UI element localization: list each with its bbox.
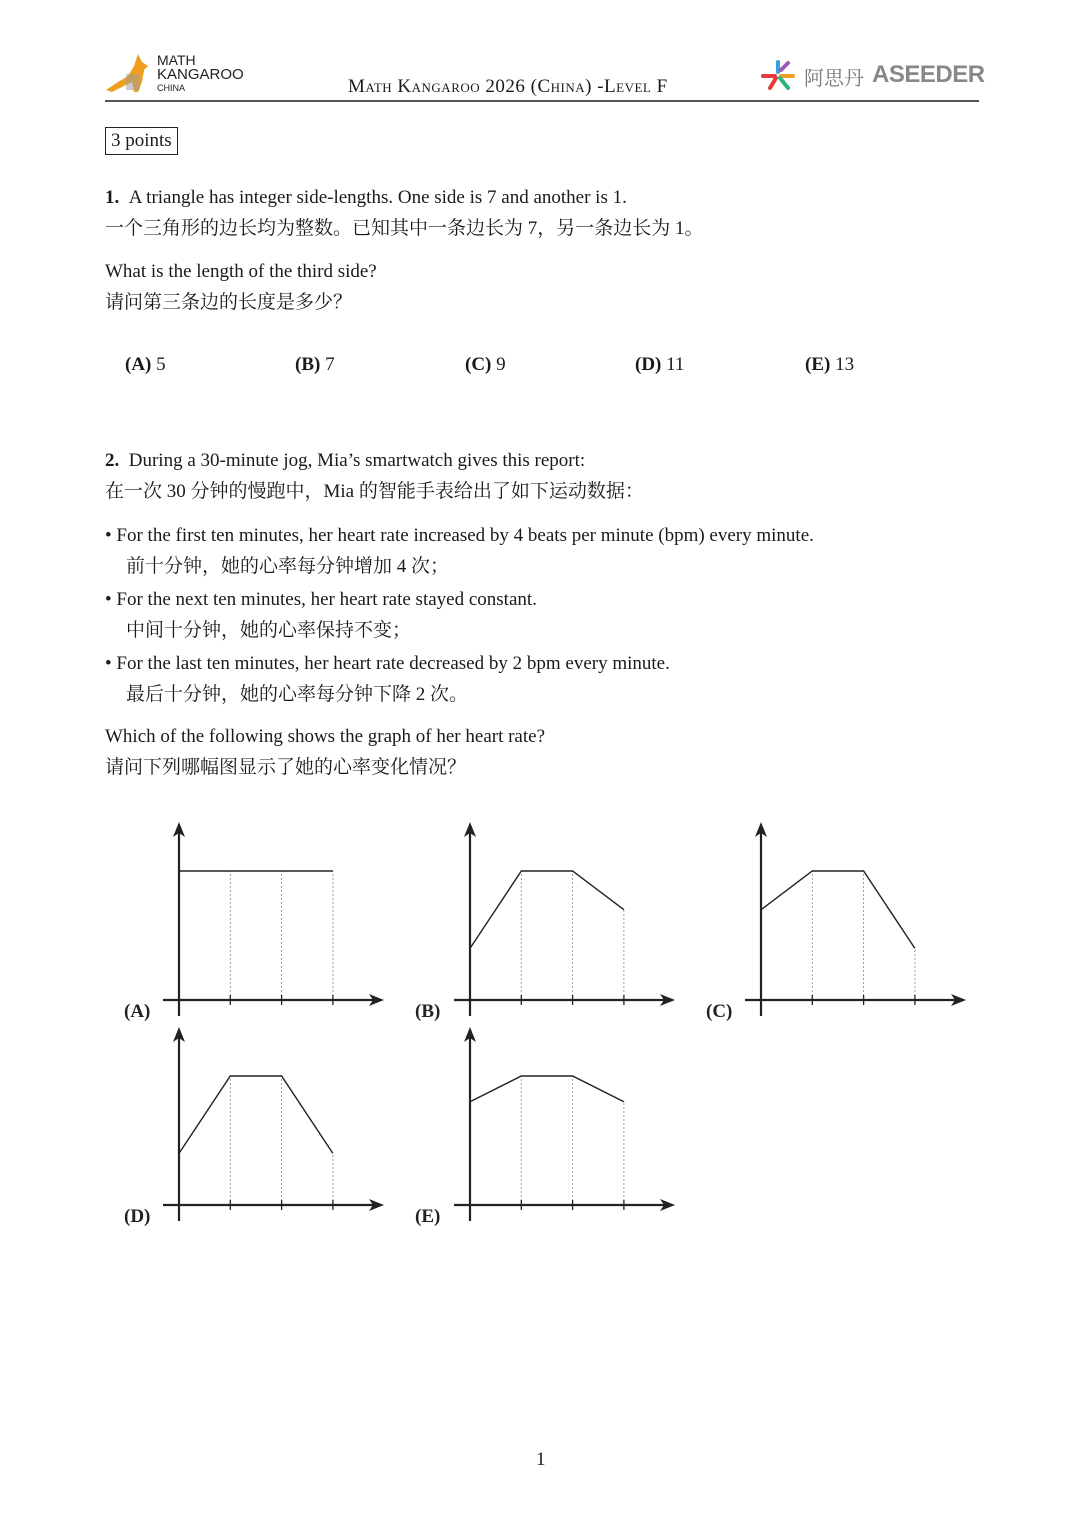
q1-option-e[interactable] xyxy=(805,354,854,376)
option-label: (E) xyxy=(805,354,831,375)
option-value: 9 xyxy=(496,354,506,375)
bullet-text: For the first ten minutes, her heart rate increased by 4 beats per minute (bpm) every minute. xyxy=(116,525,814,546)
page-number: 1 xyxy=(536,1449,546,1470)
q1-option-a[interactable] xyxy=(125,354,166,376)
option-value: 7 xyxy=(325,354,335,375)
kangaroo-icon xyxy=(104,52,156,96)
logo-line3: CHINA xyxy=(157,83,186,93)
x-axis-arrow-icon xyxy=(660,994,675,1006)
bullet-text: For the last ten minutes, her heart rate decreased by 2 bpm every minute. xyxy=(116,653,670,674)
bullet-2-en: • For the next ten minutes, her heart rate stayed constant. xyxy=(105,589,537,610)
q1-statement: A triangle has integer side-lengths. One side is 7 and another is 1. xyxy=(128,187,627,208)
aseeder-en: ASEEDER xyxy=(872,61,985,88)
bullet-1-cn: 前十分钟，她的心率每分钟增加 4 次； xyxy=(126,556,450,577)
q2-question-cn: 请问下列哪幅图显示了她的心率变化情况？ xyxy=(105,757,467,778)
heart-rate-line xyxy=(470,871,624,948)
q1-option-d[interactable] xyxy=(635,354,684,376)
q1-number: 1. xyxy=(105,187,120,208)
x-axis-arrow-icon xyxy=(369,1199,384,1211)
q2-text-cn: 在一次 30 分钟的慢跑中，Mia 的智能手表给出了如下运动数据： xyxy=(105,481,644,502)
option-label: (A) xyxy=(125,354,152,375)
option-value: 13 xyxy=(835,354,855,375)
q2-statement: During a 30-minute jog, Mia’s smartwatch gives this report: xyxy=(128,450,586,471)
graph-label: (E) xyxy=(415,1206,441,1227)
graph-label: (C) xyxy=(706,1001,733,1022)
q1-option-c[interactable] xyxy=(465,354,506,376)
bullet-1-en: • For the first ten minutes, her heart rate increased by 4 beats per minute (bpm) every minute. xyxy=(105,525,814,546)
aseeder-cn: 阿思丹 xyxy=(804,66,864,90)
logo-line2: KANGAROO xyxy=(157,66,244,83)
q1-option-b[interactable] xyxy=(295,354,335,376)
q2-question-en: Which of the following shows the graph of her heart rate? xyxy=(105,726,546,747)
heart-rate-line xyxy=(761,871,915,948)
bullet-3-en: • For the last ten minutes, her heart rate decreased by 2 bpm every minute. xyxy=(105,653,670,674)
option-value: 11 xyxy=(666,354,685,375)
y-axis-arrow-icon xyxy=(464,822,476,837)
heart-rate-line xyxy=(470,1076,624,1102)
q1-question-en: What is the length of the third side? xyxy=(105,261,377,282)
q2-number: 2. xyxy=(105,450,120,471)
y-axis-arrow-icon xyxy=(173,822,185,837)
points-badge: 3 points xyxy=(105,127,178,155)
header-rule xyxy=(105,100,979,102)
y-axis-arrow-icon xyxy=(755,822,767,837)
q1-question-cn: 请问第三条边的长度是多少？ xyxy=(105,292,353,313)
option-label: (D) xyxy=(635,354,662,375)
bullet-2-cn: 中间十分钟，她的心率保持不变； xyxy=(126,620,412,641)
x-axis-arrow-icon xyxy=(660,1199,675,1211)
q1-text-cn: 一个三角形的边长均为整数。已知其中一条边长为 7，另一条边长为 1。 xyxy=(105,218,704,239)
x-axis-arrow-icon xyxy=(369,994,384,1006)
bullet-text: For the next ten minutes, her heart rate stayed constant. xyxy=(116,589,537,610)
option-label: (B) xyxy=(295,354,321,375)
bullet-3-cn: 最后十分钟，她的心率每分钟下降 2 次。 xyxy=(126,684,469,705)
option-label: (C) xyxy=(465,354,492,375)
graph-label: (A) xyxy=(124,1001,151,1022)
q1-text-en xyxy=(105,187,627,209)
header-title: Math Kangaroo 2026 (China) -Level F xyxy=(348,76,668,97)
graph-label: (D) xyxy=(124,1206,151,1227)
heart-rate-line xyxy=(179,1076,333,1153)
graph-label: (B) xyxy=(415,1001,441,1022)
x-axis-arrow-icon xyxy=(951,994,966,1006)
logo-line1: MATH xyxy=(157,52,196,68)
option-value: 5 xyxy=(156,354,166,375)
y-axis-arrow-icon xyxy=(464,1027,476,1042)
aseeder-logo xyxy=(760,58,985,94)
math-kangaroo-logo xyxy=(104,52,244,96)
q2-text-en xyxy=(105,450,585,472)
y-axis-arrow-icon xyxy=(173,1027,185,1042)
aseeder-star-icon xyxy=(760,58,796,94)
